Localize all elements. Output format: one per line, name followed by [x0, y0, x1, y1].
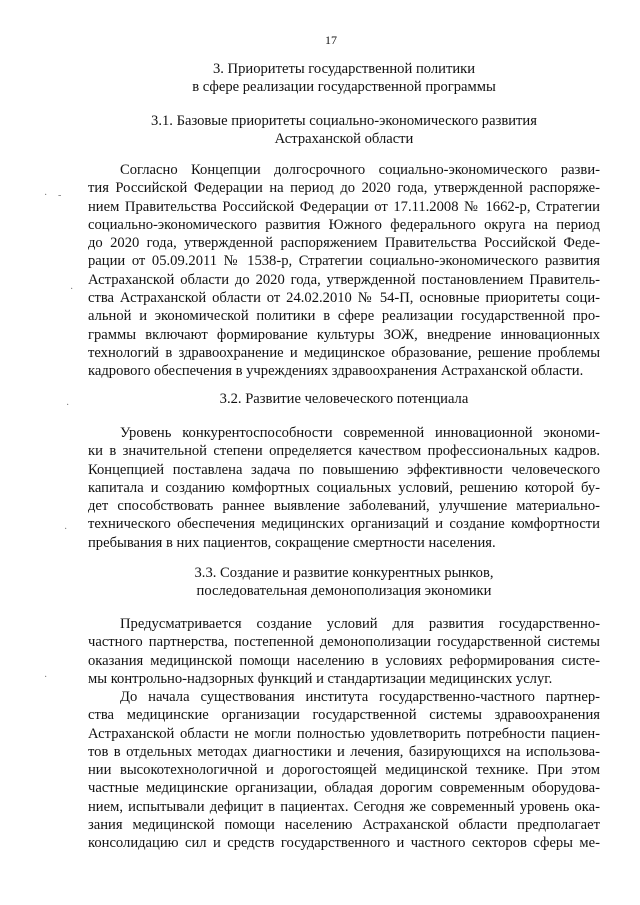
- paragraph-line: кадрового обеспечения в учреждениях здравоохранения Астраханской области.: [88, 363, 584, 380]
- page-number: 17: [325, 33, 337, 47]
- paragraph-line: тия Российской Федерации на период до 2020 года, утвержденной распоряже-: [88, 180, 600, 197]
- paragraph-line: граммы включают формирование культуры ЗОЖ, внедрение инновационных: [88, 326, 600, 343]
- paragraph-line: ства Астраханской области от 24.02.2010 № 54-П, основные приоритеты соци-: [88, 290, 600, 307]
- paragraph-line: Согласно Концепции долгосрочного социально-экономического разви-: [120, 162, 600, 178]
- paragraph-line: консолидацию сил и средств государственного и частного секторов сферы ме-: [88, 835, 600, 852]
- scan-speck: ·: [44, 672, 48, 683]
- paragraph-line: частные медицинские организации, обладая дорогим современным оборудова-: [88, 780, 600, 797]
- scan-speck: ·: [44, 190, 48, 201]
- paragraph-line: зания медицинской помощи населению Астраханской области предполагает: [88, 817, 600, 834]
- section-3-3-heading: [88, 564, 600, 600]
- paragraph-line: ки в значительной степени определяется качеством профессиональных кадров.: [88, 443, 600, 460]
- section-3-1-title-line-2: Астраханской области: [274, 131, 414, 147]
- paragraph-line: Астраханской области до 2020 года, утвержденной постановлением Правитель-: [88, 271, 600, 288]
- section-3-3-paragraph-1: [88, 615, 600, 688]
- section-3-1-heading: [88, 112, 600, 148]
- paragraph-line: нием Правительства Российской Федерации от 17.11.2008 № 1662-р, Стратегии: [88, 198, 600, 215]
- section-3-2-title: 3.2. Развитие человеческого потенциала: [219, 391, 469, 407]
- paragraph-line: пребывания в них пациентов, сокращение смертности населения.: [88, 534, 496, 551]
- paragraph-line: нием, испытывали дефицит в пациентах. Сегодня же современный уровень ока-: [88, 798, 600, 815]
- paragraph-line: ства медицинские организации государственной системы здравоохранения: [88, 707, 600, 724]
- scan-speck: ·: [64, 524, 68, 535]
- section-3-3-paragraph-2: [88, 688, 600, 853]
- paragraph-line: Концепцией поставлена задача по повышению эффективности человеческого: [88, 461, 600, 478]
- section-3-title-line-1: 3. Приоритеты государственной политики: [212, 61, 476, 77]
- paragraph-line: Предусматривается создание условий для развития государственно-: [120, 616, 600, 632]
- scan-speck: ·: [66, 400, 70, 411]
- section-3-title-line-2: в сфере реализации государственной программы: [192, 79, 496, 95]
- paragraph-line: альной и экономической политики в сфере реализации государственной про-: [88, 308, 600, 325]
- paragraph-line: рации от 05.09.2011 № 1538-р, Стратегии социально-экономического развития: [88, 253, 600, 270]
- paragraph-line: мы контрольно-надзорных функций и стандартизации медицинских услуг.: [88, 670, 553, 687]
- section-3-2-paragraph: [88, 424, 600, 552]
- paragraph-line: Астраханской области не могли полностью удовлетворить потребности пациен-: [88, 725, 600, 742]
- paragraph-line: нии высокотехнологичной и дорогостоящей медицинской технике. При этом: [88, 762, 600, 779]
- paragraph-line: Уровень конкурентоспособности современной инновационной экономи-: [120, 425, 600, 441]
- paragraph-line: До начала существования института государственно-частного партнер-: [120, 689, 600, 705]
- section-3-3-title-line-2: последовательная демонополизация экономики: [196, 583, 492, 599]
- paragraph-line: технического обеспечения медицинских организаций и создание комфортности: [88, 516, 600, 533]
- paragraph-line: капитала и созданию комфортных социальных условий, решению которой бу-: [88, 479, 600, 496]
- scan-speck: ·: [70, 284, 74, 295]
- section-3-3-title-line-1: 3.3. Создание и развитие конкурентных рынков,: [194, 565, 494, 581]
- paragraph-line: до 2020 года, утвержденной распоряжением Правительства Российской Феде-: [88, 235, 600, 252]
- section-3-2-heading: [88, 390, 600, 408]
- paragraph-line: технологий в здравоохранение и медицинское образование, решение проблемы: [88, 344, 600, 361]
- paragraph-line: оказания медицинской помощи населению в условиях реформирования систе-: [88, 652, 600, 669]
- section-3-1-paragraph: [88, 161, 600, 381]
- paragraph-line: дет способствовать раннее выявление заболеваний, улучшение материально-: [88, 498, 600, 515]
- paragraph-line: частного партнерства, постепенной демонополизации государственной системы: [88, 634, 600, 651]
- section-3-1-title-line-1: 3.1. Базовые приоритеты социально-экономического развития: [151, 113, 537, 129]
- paragraph-line: социально-экономического развития Южного федерального округа на период: [88, 216, 600, 233]
- paragraph-line: тов в отдельных методах диагностики и лечения, базирующихся на использова-: [88, 743, 600, 760]
- section-3-heading: [88, 60, 600, 96]
- scan-speck: -: [58, 190, 62, 201]
